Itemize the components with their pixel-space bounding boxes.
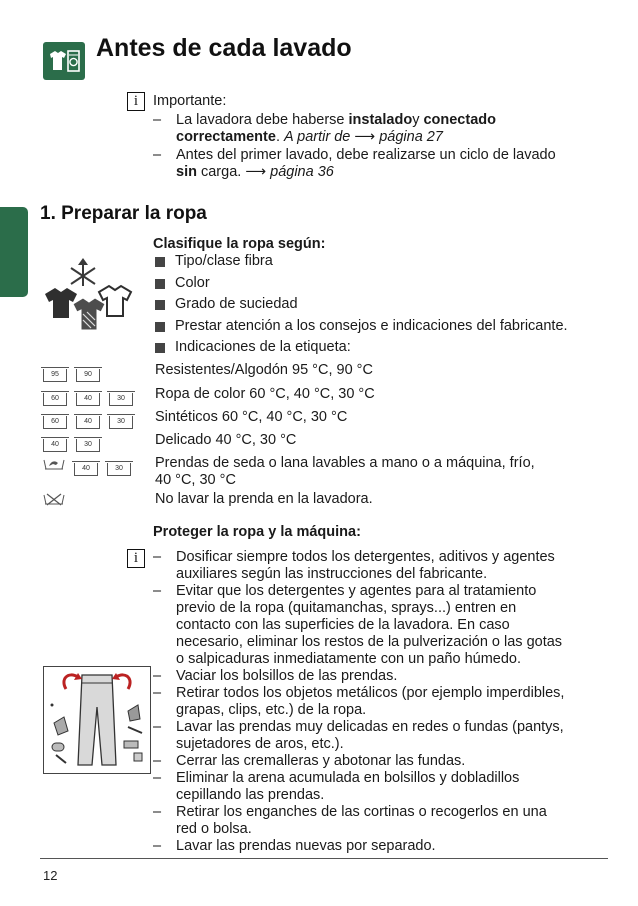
care-symbols-row-2 [43,387,142,403]
list-item [153,804,613,838]
dash-bullet: – [153,685,162,701]
wash-tub-icon: 30 [109,393,133,406]
list-item [153,549,613,583]
care-row-text: Prendas de seda o lana lavables a mano o a máquina, frío, 40 °C, 30 °C [155,455,535,488]
important-label: Importante: [153,93,227,109]
info-icon: i [127,549,145,568]
wash-tub-icon: 60 [43,393,67,406]
list-item [153,838,613,855]
list-item-line: Cerrar las cremalleras y abotonar las fundas. [176,753,466,769]
list-item-line: necesario, eliminar los restos de la pulverización o las gotas [176,634,563,650]
list-item: Grado de suciedad [155,296,615,318]
list-item [153,685,613,719]
list-item: Prestar atención a los consejos e indicaciones del fabricante. [155,318,615,340]
list-item-line: Lavar las prendas muy delicadas en redes o fundas (pantys, [176,719,564,735]
protect-heading: Proteger la ropa y la máquina: [153,524,361,540]
wash-tub-icon: 40 [76,416,100,429]
wash-tub-icon: 30 [109,416,133,429]
square-bullet-icon [155,343,165,353]
washing-clothes-icon [43,42,85,80]
dash-bullet: – [153,753,162,769]
dash-bullet: – [153,770,162,786]
care-row-text: No lavar la prenda en la lavadora. [155,491,373,507]
square-bullet-icon [155,257,165,267]
section-title: 1. Preparar la ropa [40,203,207,224]
pockets-illustration [43,666,151,774]
wash-tub-icon: 90 [76,369,100,382]
care-row-text: Sintéticos 60 °C, 40 °C, 30 °C [155,409,348,425]
list-item-line: Vaciar los bolsillos de las prendas. [176,668,398,684]
sort-laundry-icon [43,258,133,336]
care-row-text: Delicado 40 °C, 30 °C [155,432,297,448]
footer-divider [40,858,608,859]
protect-list [153,549,613,855]
page-number: 12 [43,868,58,883]
list-item-line: grapas, clips, etc.) de la ropa. [176,702,367,718]
wash-tub-icon: 40 [76,393,100,406]
list-item [153,668,613,685]
list-item [153,753,613,770]
dash-bullet: – [153,583,162,599]
dash-bullet: – [153,838,162,854]
info-icon: i [127,92,145,111]
do-not-wash-icon [43,492,65,506]
care-symbols-row-3 [43,410,142,426]
care-symbols-row-5 [43,457,140,473]
square-bullet-icon [155,300,165,310]
square-bullet-icon [155,279,165,289]
list-item [153,583,613,668]
dash-bullet: – [153,804,162,820]
list-item: Indicaciones de la etiqueta: [155,339,615,361]
dash-bullet: – [153,719,162,735]
care-row-text: Ropa de color 60 °C, 40 °C, 30 °C [155,386,375,402]
wash-tub-icon: 40 [74,463,98,476]
list-item-line: cepillando las prendas. [176,787,325,803]
important-item-1: – La lavadora debe haberse instaladoy conectado correctamente. A partir de ⟶ página 27 [153,112,496,145]
classify-list [155,253,615,361]
list-item-line: Dosificar siempre todos los detergentes, aditivos y agentes [176,549,555,565]
wash-tub-icon: 30 [76,439,100,452]
care-symbols-row-4 [43,433,109,449]
list-item-line: sujetadores de aros, etc.). [176,736,344,752]
arrow-right-icon: ⟶ [354,129,376,145]
important-item-2: – Antes del primer lavado, debe realizarse un ciclo de lavado sin carga. ⟶ página 36 [153,147,556,180]
list-item [153,770,613,804]
wash-tub-icon: 40 [43,439,67,452]
list-item-line: Lavar las prendas nuevas por separado. [176,838,436,854]
list-item-line: Evitar que los detergentes y agentes para al tratamiento [176,583,537,599]
list-item-line: auxiliares según las instrucciones del fabricante. [176,566,488,582]
wash-tub-icon: 95 [43,369,67,382]
wash-tub-icon: 30 [107,463,131,476]
classify-heading: Clasifique la ropa según: [153,236,326,252]
wash-tub-icon: 60 [43,416,67,429]
list-item-line: previo de la ropa (quitamanchas, sprays...) entren en [176,600,517,616]
hand-wash-icon [43,457,65,471]
page-title: Antes de cada lavado [96,34,352,62]
list-item: Color [155,275,615,297]
list-item-line: contacto con las superficies de la lavadora. En caso [176,617,510,633]
care-symbols-row-1 [43,363,109,379]
chapter-tab [0,207,28,297]
list-item-line: Eliminar la arena acumulada en bolsillos y dobladillos [176,770,520,786]
care-row-text: Resistentes/Algodón 95 °C, 90 °C [155,362,373,378]
list-item-line: Retirar los enganches de las cortinas o recogerlos en una [176,804,547,820]
list-item-line: o salpicaduras inmediatamente con un paño húmedo. [176,651,522,667]
list-item-line: red o bolsa. [176,821,252,837]
list-item: Tipo/clase fibra [155,253,615,275]
list-item-line: Retirar todos los objetos metálicos (por ejemplo imperdibles, [176,685,565,701]
dash-bullet: – [153,668,162,684]
dash-bullet: – [153,549,162,565]
list-item [153,719,613,753]
square-bullet-icon [155,322,165,332]
arrow-right-icon: ⟶ [245,164,267,180]
